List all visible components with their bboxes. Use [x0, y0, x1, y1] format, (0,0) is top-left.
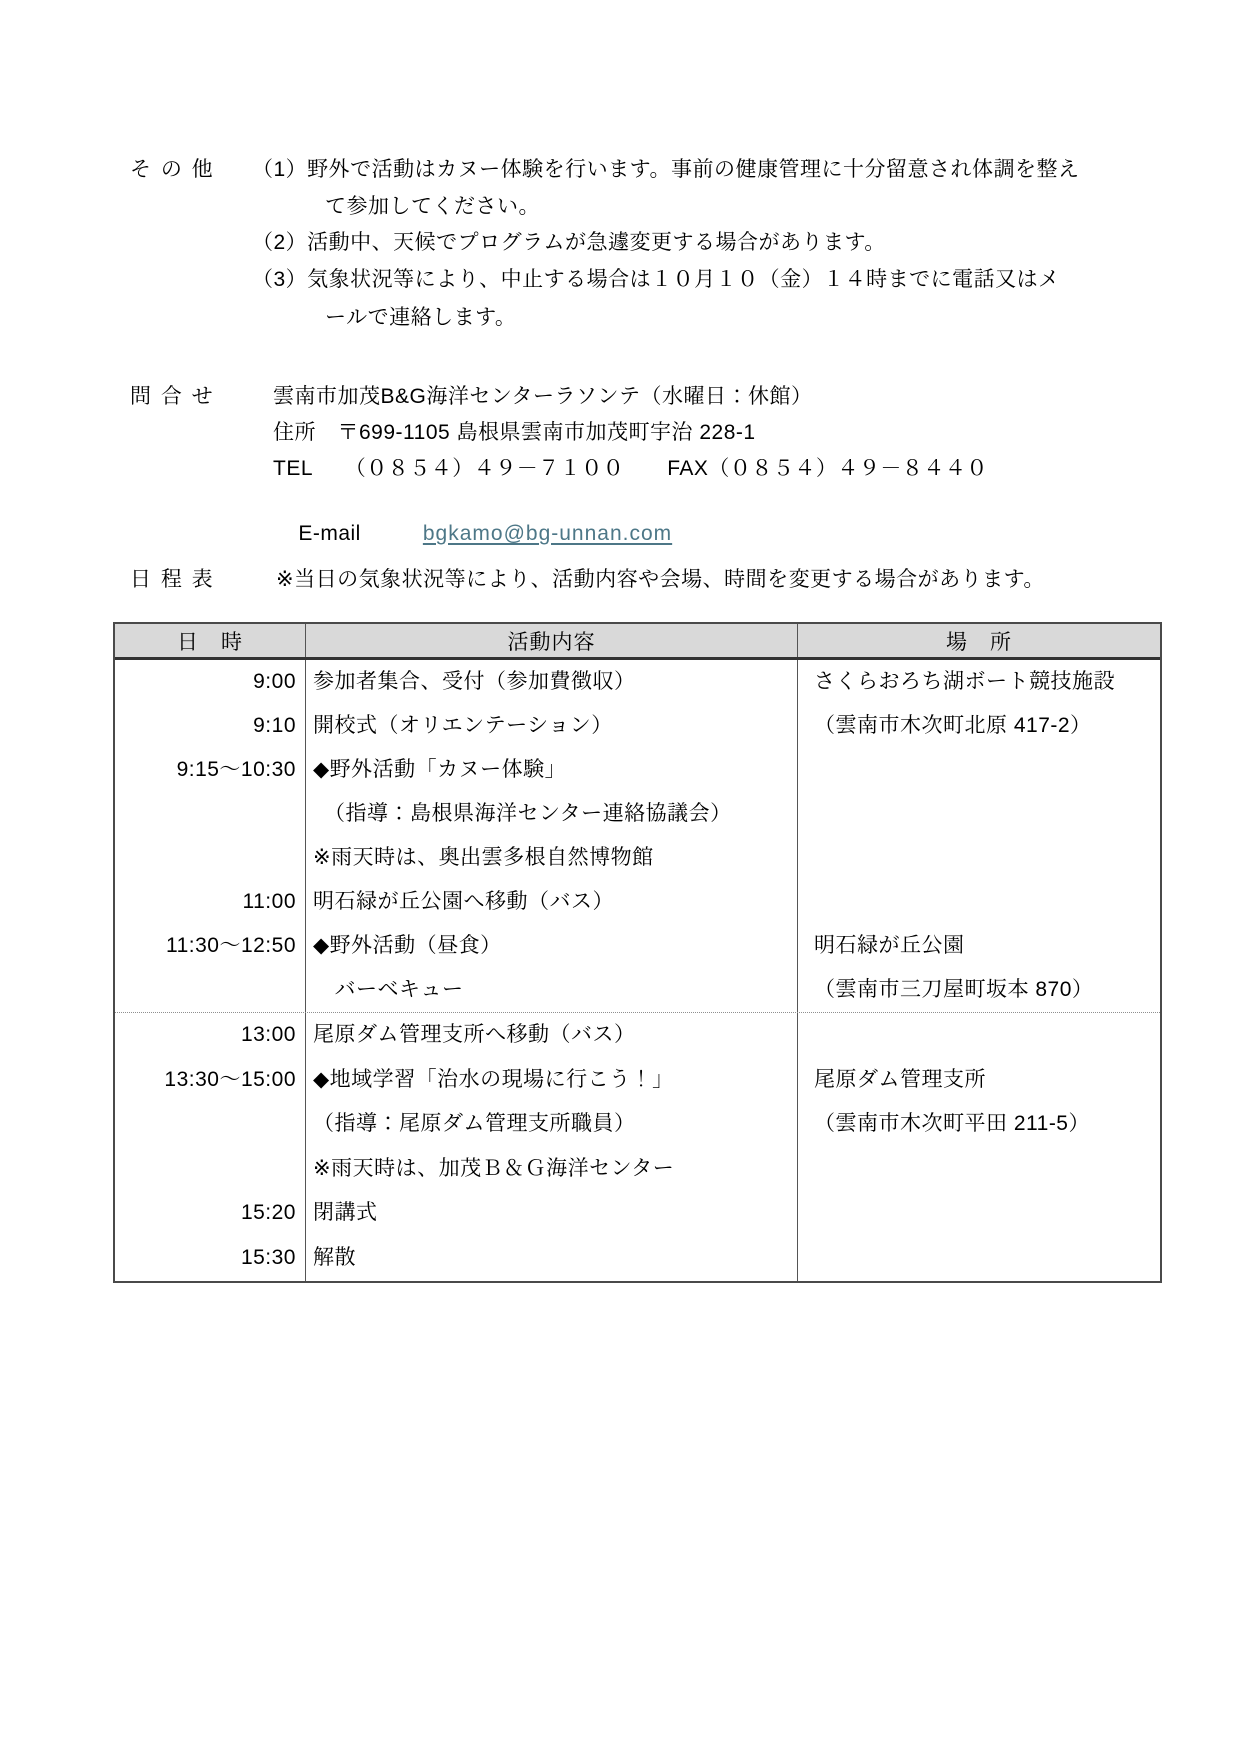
time-column [115, 660, 306, 1012]
activity-column [306, 660, 798, 1012]
time-cell [115, 1147, 296, 1192]
time-cell [115, 792, 296, 836]
time-cell: 11:30～12:50 [165, 934, 296, 957]
schedule-note: ※当日の気象状況等により、活動内容や会場、時間を変更する場合があります。 [276, 568, 1045, 591]
place-cell [814, 1191, 1160, 1236]
contact-label: 問 合 せ [130, 385, 215, 408]
activity-cell: ◆野外活動（昼食） [313, 934, 502, 957]
time-cell [115, 968, 296, 1012]
notes-item1-line2: て参加してください。 [325, 195, 540, 218]
place-cell: （雲南市三刀屋町坂本 870） [814, 978, 1094, 1001]
place-cell [814, 1147, 1160, 1192]
activity-cell: 明石緑が丘公園へ移動（バス） [313, 890, 614, 913]
email-link[interactable]: bgkamo@bg-unnan.com [422, 522, 673, 545]
place-cell: （雲南市木次町平田 211-5） [814, 1112, 1090, 1136]
time-cell: 11:00 [242, 890, 296, 913]
schedule-table [113, 622, 1162, 1283]
activity-cell: 参加者集合、受付（参加費徴収） [313, 670, 636, 693]
time-cell: 9:15～10:30 [176, 758, 296, 781]
time-column [115, 1013, 306, 1281]
time-cell [115, 836, 296, 880]
contact-email-line [273, 492, 672, 576]
time-cell: 13:30～15:00 [164, 1067, 296, 1091]
schedule-group-afternoon [115, 1012, 1160, 1281]
time-cell: 15:30 [240, 1245, 296, 1269]
activity-cell: 尾原ダム管理支所へ移動（バス） [313, 1023, 636, 1046]
place-column [798, 1013, 1160, 1281]
activity-column [306, 1013, 798, 1281]
schedule-label: 日 程 表 [130, 568, 215, 591]
time-cell: 15:20 [240, 1201, 296, 1225]
notes-item1-line1: （1）野外で活動はカヌー体験を行います。事前の健康管理に十分留意され体調を整え [252, 158, 1080, 181]
place-cell [814, 1013, 1160, 1058]
place-cell: （雲南市木次町北原 417-2） [814, 714, 1092, 737]
place-column [798, 660, 1160, 1012]
activity-cell: 開校式（オリエンテーション） [313, 714, 613, 737]
place-cell [814, 880, 1160, 924]
place-cell: さくらおろち湖ボート競技施設 [814, 670, 1115, 693]
activity-cell: バーベキュー [313, 978, 464, 1001]
notes-label: そ の 他 [130, 158, 215, 181]
activity-cell: 閉講式 [313, 1201, 378, 1225]
time-cell [115, 1102, 296, 1147]
place-cell: 明石緑が丘公園 [814, 934, 965, 957]
place-cell: 尾原ダム管理支所 [814, 1067, 986, 1091]
place-cell [814, 1236, 1160, 1281]
place-cell [814, 792, 1160, 836]
activity-cell: ◆野外活動「カヌー体験」 [313, 758, 567, 781]
activity-cell: ※雨天時は、加茂Ｂ＆Ｇ海洋センター [313, 1156, 675, 1180]
contact-name: 雲南市加茂B&G海洋センターラソンテ（水曜日：休館） [273, 385, 813, 408]
activity-cell: （指導：島根県海洋センター連絡協議会） [313, 802, 732, 825]
header-cell-time: 日 時 [115, 624, 306, 657]
place-cell [814, 748, 1160, 792]
contact-tel-fax: TEL （０８５４）４９－７１００ FAX（０８５４）４９－８４４０ [273, 457, 988, 480]
header-cell-place: 場 所 [946, 630, 1012, 654]
header-cell-activity: 活動内容 [306, 624, 798, 657]
notes-item3-line1: （3）気象状況等により、中止する場合は１０月１０（金）１４時までに電話又はメ [252, 268, 1060, 291]
activity-cell: 解散 [313, 1245, 356, 1269]
activity-cell: ※雨天時は、奥出雲多根自然博物館 [313, 846, 654, 869]
activity-cell: ◆地域学習「治水の現場に行こう！」 [313, 1067, 674, 1091]
time-cell: 9:00 [253, 670, 296, 693]
notes-item2: （2）活動中、天候でプログラムが急遽変更する場合があります。 [252, 231, 886, 254]
contact-address: 住所 〒699-1105 島根県雲南市加茂町宇治 228-1 [273, 421, 756, 444]
time-cell: 9:10 [253, 714, 296, 737]
schedule-group-morning [115, 660, 1160, 1012]
place-cell [814, 836, 1160, 880]
email-label: E-mail [298, 522, 361, 545]
schedule-table-header [115, 624, 1160, 660]
activity-cell: （指導：尾原ダム管理支所職員） [313, 1112, 636, 1136]
time-cell: 13:00 [240, 1023, 296, 1046]
notes-item3-line2: ールで連絡します。 [325, 306, 517, 329]
